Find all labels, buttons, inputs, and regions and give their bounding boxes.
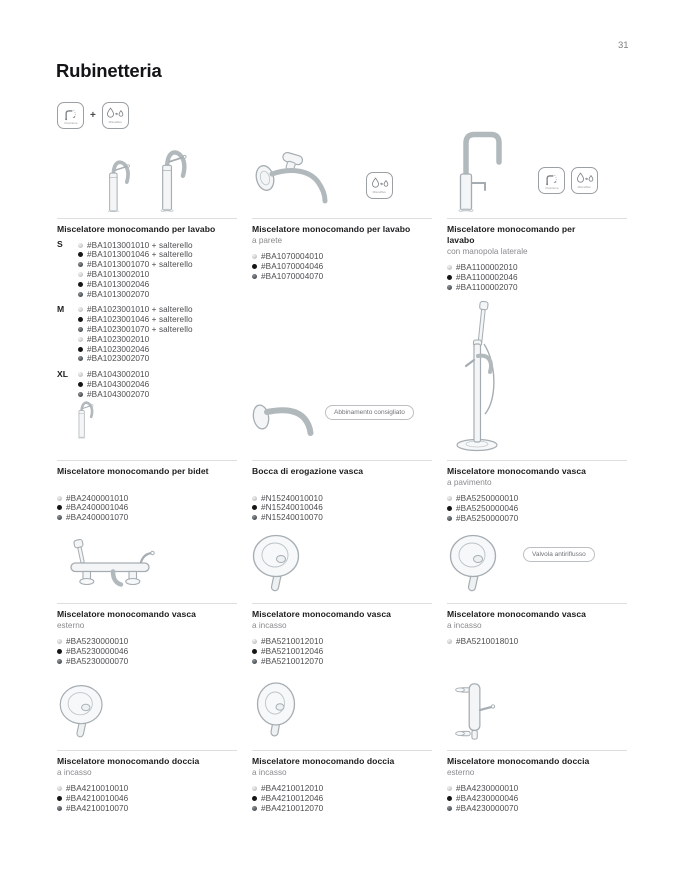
feature-badge-drops xyxy=(571,167,598,194)
divider xyxy=(252,603,432,604)
size-group xyxy=(57,305,237,364)
finish-dot-black xyxy=(57,796,62,801)
product-code: #BA1043002046 xyxy=(87,379,150,389)
product-code: #BA5210012046 xyxy=(261,647,324,657)
product-title: Miscelatore monocomando per lavabo xyxy=(447,224,576,246)
product-code: #BA5250000010 xyxy=(456,494,519,504)
product-code: #BA4230000070 xyxy=(456,803,519,813)
figure-concealed-shower-mixer-oval xyxy=(250,682,306,744)
product-card-lavabo-sml xyxy=(57,218,237,405)
figure-basin-mixers-s-m-xl xyxy=(57,126,207,212)
product-code-row xyxy=(78,305,193,315)
product-code: #BA5230000070 xyxy=(66,656,129,666)
finish-dot-chrome xyxy=(447,786,452,791)
finish-dot-black xyxy=(57,649,62,654)
product-code: #BA1013001046 + salterello xyxy=(87,250,193,260)
product-code: #BA1013001070 + salterello xyxy=(87,260,193,270)
finish-dot-gunmetal xyxy=(78,392,83,397)
product-code-row xyxy=(447,504,627,514)
finish-dot-chrome xyxy=(252,254,257,259)
water-drops-icon xyxy=(576,172,594,185)
finish-dot-black xyxy=(252,649,257,654)
product-code: #BA5230000010 xyxy=(66,637,129,647)
water-drops-icon xyxy=(371,177,389,190)
finish-dot-gunmetal xyxy=(447,516,452,521)
product-code-row xyxy=(447,273,627,283)
product-code-row xyxy=(57,493,237,503)
product-code: #BA2400001070 xyxy=(66,513,129,523)
product-code-row xyxy=(78,279,193,289)
finish-dot-black xyxy=(78,282,83,287)
product-code: #BA1100002010 xyxy=(456,263,518,273)
finish-dot-gunmetal xyxy=(78,292,83,297)
figure-bath-spout xyxy=(252,400,324,450)
product-code: #BA1043002010 xyxy=(87,370,150,380)
product-code: #BA1023001070 + salterello xyxy=(87,324,193,334)
finish-dot-chrome xyxy=(57,496,62,501)
figure-concealed-shower-mixer xyxy=(57,682,109,744)
product-code: #BA1023002070 xyxy=(87,354,150,364)
product-code: #BA1023001010 + salterello xyxy=(87,305,193,315)
product-code: #BA4210010010 xyxy=(66,784,129,794)
product-title: Miscelatore monocomando vasca xyxy=(252,609,391,619)
product-card-vasca-incasso xyxy=(252,603,432,666)
divider xyxy=(57,750,237,751)
product-code: #BA5210018010 xyxy=(456,637,519,647)
product-code-row xyxy=(252,252,432,262)
finish-dot-gunmetal xyxy=(57,515,62,520)
product-code-row xyxy=(78,380,149,390)
product-code: #BA5230000046 xyxy=(66,647,129,657)
product-code: #BA5210012010 xyxy=(261,637,324,647)
product-title: Miscelatore monocomando per bidet xyxy=(57,466,209,476)
product-code: #BA4210012046 xyxy=(261,794,324,804)
product-card-doccia-incasso-1 xyxy=(57,750,237,813)
product-code: #BA4210012010 xyxy=(261,784,324,794)
product-code-row xyxy=(57,647,237,657)
product-code-row xyxy=(447,283,627,293)
product-code: #BA4210010070 xyxy=(66,803,129,813)
finish-dot-black xyxy=(447,796,452,801)
feature-icons xyxy=(57,102,129,129)
finish-dot-chrome xyxy=(57,639,62,644)
finish-dot-chrome xyxy=(252,639,257,644)
product-code-row xyxy=(78,334,193,344)
product-code-row xyxy=(252,262,432,272)
product-codes xyxy=(447,637,627,647)
divider xyxy=(252,218,432,219)
figure-tall-basin-mixer xyxy=(449,126,513,212)
product-code-row xyxy=(78,354,193,364)
figure-wall-basin-mixer xyxy=(252,148,344,212)
product-subtitle: a pavimento xyxy=(447,478,492,488)
product-subtitle-blank xyxy=(57,478,237,488)
product-codes xyxy=(57,493,237,522)
finish-dot-gunmetal xyxy=(57,659,62,664)
finish-dot-chrome xyxy=(57,786,62,791)
badge-valvola: Valvola antiriflusso xyxy=(523,547,595,562)
product-code: #BA4210012070 xyxy=(261,803,324,813)
product-title: Miscelatore monocomando per lavabo xyxy=(57,224,216,234)
product-card-vasca-incasso-valvola xyxy=(447,603,627,647)
product-code: #N15240010010 xyxy=(261,493,323,503)
finish-dot-gunmetal xyxy=(252,659,257,664)
finish-dot-chrome xyxy=(78,337,83,342)
product-codes xyxy=(57,240,237,399)
product-code: #BA1070004046 xyxy=(261,262,324,272)
product-code-row xyxy=(57,803,237,813)
product-code-row xyxy=(78,344,193,354)
badge-abbinamento: Abbinamento consigliato xyxy=(325,405,414,420)
product-subtitle: a incasso xyxy=(252,768,287,778)
product-code-row xyxy=(57,503,237,513)
product-card-bidet xyxy=(57,460,237,523)
product-subtitle: con manopola laterale xyxy=(447,247,528,257)
product-subtitle: esterno xyxy=(447,768,475,778)
product-code-row xyxy=(447,494,627,504)
finish-dot-gunmetal xyxy=(447,806,452,811)
product-code: #BA4230000046 xyxy=(456,794,519,804)
product-code-row xyxy=(78,289,193,299)
finish-dot-chrome xyxy=(252,496,257,501)
feature-badge-swivel xyxy=(538,167,565,194)
product-code-row xyxy=(252,794,432,804)
swivel-spout-icon xyxy=(63,107,78,121)
product-code-row xyxy=(252,513,432,523)
finish-dot-black xyxy=(447,275,452,280)
finish-dot-gunmetal xyxy=(78,327,83,332)
product-codes xyxy=(252,784,432,813)
page-title: Rubinetteria xyxy=(56,60,162,81)
product-title: Miscelatore monocomando vasca xyxy=(57,609,196,619)
product-codes xyxy=(252,637,432,666)
finish-dot-chrome xyxy=(252,786,257,791)
product-code-row xyxy=(252,784,432,794)
product-code: #BA1070004010 xyxy=(261,252,324,262)
product-card-bocca-vasca xyxy=(252,460,432,523)
product-code-row xyxy=(57,513,237,523)
finish-dot-black xyxy=(252,264,257,269)
product-code: #BA1013001010 + salterello xyxy=(87,240,193,250)
product-card-doccia-esterno xyxy=(447,750,627,813)
finish-dot-black xyxy=(447,506,452,511)
product-code-row xyxy=(252,656,432,666)
product-code: #N15240010070 xyxy=(261,513,323,523)
divider xyxy=(447,750,627,751)
product-code: #BA1100002070 xyxy=(456,282,518,292)
size-group xyxy=(57,370,237,399)
figure-floor-bath-mixer xyxy=(447,296,511,454)
size-group-codes xyxy=(78,240,193,299)
divider xyxy=(57,460,237,461)
divider xyxy=(252,750,432,751)
finish-dot-chrome xyxy=(78,372,83,377)
size-label: M xyxy=(57,303,65,314)
finish-dot-gunmetal xyxy=(78,356,83,361)
figure-concealed-bath-mixer xyxy=(250,533,306,597)
product-code: #BA1043002070 xyxy=(87,389,150,399)
product-code: #BA5250000046 xyxy=(456,504,519,514)
product-card-vasca-esterno xyxy=(57,603,237,666)
product-code-row xyxy=(252,271,432,281)
product-code: #BA5210012070 xyxy=(261,656,324,666)
feature-caption: Posizione xyxy=(64,122,78,125)
finish-dot-gunmetal xyxy=(78,262,83,267)
product-title: Bocca di erogazione vasca xyxy=(252,466,364,476)
product-code-row xyxy=(447,263,627,273)
product-code: #BA1023002010 xyxy=(87,334,150,344)
water-drops-icon xyxy=(106,107,124,120)
product-code: #BA1013002070 xyxy=(87,289,150,299)
product-code: #BA2400001046 xyxy=(66,503,129,513)
product-code-row xyxy=(57,656,237,666)
product-card-lavabo-manopola xyxy=(447,218,627,292)
product-code: #BA1070004070 xyxy=(261,271,324,281)
product-code: #BA4210010046 xyxy=(66,794,129,804)
plus-sign: + xyxy=(90,109,96,121)
finish-dot-chrome xyxy=(447,265,452,270)
product-code: #BA2400001010 xyxy=(66,493,129,503)
figure-external-shower-mixer xyxy=(447,680,505,744)
finish-dot-chrome xyxy=(78,272,83,277)
page-number: 31 xyxy=(618,40,629,51)
product-code-row xyxy=(57,794,237,804)
product-code-row xyxy=(252,803,432,813)
divider xyxy=(447,460,627,461)
product-title: Miscelatore monocomando doccia xyxy=(57,756,200,766)
product-code-row xyxy=(78,370,149,380)
finish-dot-gunmetal xyxy=(252,515,257,520)
product-code-row xyxy=(447,794,627,804)
figure-external-bath-mixer xyxy=(57,539,169,597)
product-feature-icons xyxy=(366,172,393,199)
product-code-row xyxy=(78,270,193,280)
finish-dot-black xyxy=(78,347,83,352)
product-codes xyxy=(447,784,627,813)
product-card-vasca-pavimento xyxy=(447,460,627,523)
finish-dot-black xyxy=(252,796,257,801)
feature-badge-drops xyxy=(366,172,393,199)
divider xyxy=(447,218,627,219)
feature-caption: Miscelflus xyxy=(108,121,122,124)
swivel-spout-icon xyxy=(544,172,559,186)
product-codes xyxy=(57,784,237,813)
product-codes xyxy=(252,252,432,281)
product-code: #N15240010046 xyxy=(261,503,323,513)
feature-badge-drops xyxy=(102,102,129,129)
product-subtitle: a incasso xyxy=(447,621,482,631)
feature-caption: Posizione xyxy=(545,187,559,190)
product-code: #BA1100002046 xyxy=(456,273,518,283)
product-code-row xyxy=(57,637,237,647)
product-codes xyxy=(57,637,237,666)
product-title: Miscelatore monocomando per lavabo xyxy=(252,224,411,234)
finish-dot-black xyxy=(57,505,62,510)
product-subtitle: a parete xyxy=(252,236,283,246)
product-code: #BA1013002010 xyxy=(87,269,150,279)
product-code-row xyxy=(78,325,193,335)
product-title: Miscelatore monocomando vasca xyxy=(447,609,586,619)
product-code: #BA1023001046 + salterello xyxy=(87,315,193,325)
product-code-row xyxy=(447,513,627,523)
product-codes xyxy=(447,494,627,523)
product-code: #BA5250000070 xyxy=(456,513,519,523)
feature-caption: Miscelflus xyxy=(577,186,592,189)
feature-caption: Miscelflus xyxy=(372,191,387,194)
size-group-codes xyxy=(78,305,193,364)
divider xyxy=(447,603,627,604)
finish-dot-chrome xyxy=(447,639,452,644)
product-code-row xyxy=(78,389,149,399)
product-code-row xyxy=(252,647,432,657)
size-group-codes xyxy=(78,370,149,399)
product-code-row xyxy=(252,637,432,647)
feature-badge-swivel xyxy=(57,102,84,129)
product-codes xyxy=(447,263,627,292)
product-subtitle: a incasso xyxy=(57,768,92,778)
product-feature-icons xyxy=(538,167,598,194)
finish-dot-chrome xyxy=(447,496,452,501)
size-label: XL xyxy=(57,368,68,379)
finish-dot-gunmetal xyxy=(252,274,257,279)
divider xyxy=(57,218,237,219)
product-title: Miscelatore monocomando doccia xyxy=(252,756,395,766)
product-code-row xyxy=(78,250,193,260)
product-code-row xyxy=(447,637,627,647)
product-code-row xyxy=(78,240,193,250)
finish-dot-gunmetal xyxy=(447,285,452,290)
figure-concealed-bath-mixer xyxy=(447,533,503,597)
finish-dot-gunmetal xyxy=(252,806,257,811)
divider xyxy=(252,460,432,461)
product-code-row xyxy=(78,260,193,270)
product-subtitle-blank xyxy=(252,478,432,488)
product-subtitle: a incasso xyxy=(252,621,287,631)
product-code-row xyxy=(252,503,432,513)
product-code-row xyxy=(447,803,627,813)
product-code: #BA1013002046 xyxy=(87,279,150,289)
product-card-doccia-incasso-2 xyxy=(252,750,432,813)
product-code-row xyxy=(447,784,627,794)
product-code-row xyxy=(252,493,432,503)
finish-dot-black xyxy=(78,382,83,387)
product-title: Miscelatore monocomando doccia xyxy=(447,756,590,766)
finish-dot-gunmetal xyxy=(57,806,62,811)
size-group xyxy=(57,240,237,299)
product-code: #BA1023002046 xyxy=(87,344,150,354)
product-subtitle: esterno xyxy=(57,621,85,631)
product-code-row xyxy=(78,315,193,325)
finish-dot-black xyxy=(252,505,257,510)
finish-dot-black xyxy=(78,317,83,322)
divider xyxy=(57,603,237,604)
finish-dot-black xyxy=(78,252,83,257)
finish-dot-chrome xyxy=(78,243,83,248)
product-code: #BA4230000010 xyxy=(456,784,519,794)
size-label: S xyxy=(57,239,63,250)
product-code-row xyxy=(57,784,237,794)
product-card-lavabo-parete xyxy=(252,218,432,281)
finish-dot-chrome xyxy=(78,307,83,312)
product-codes xyxy=(252,493,432,522)
product-title: Miscelatore monocomando vasca xyxy=(447,466,586,476)
